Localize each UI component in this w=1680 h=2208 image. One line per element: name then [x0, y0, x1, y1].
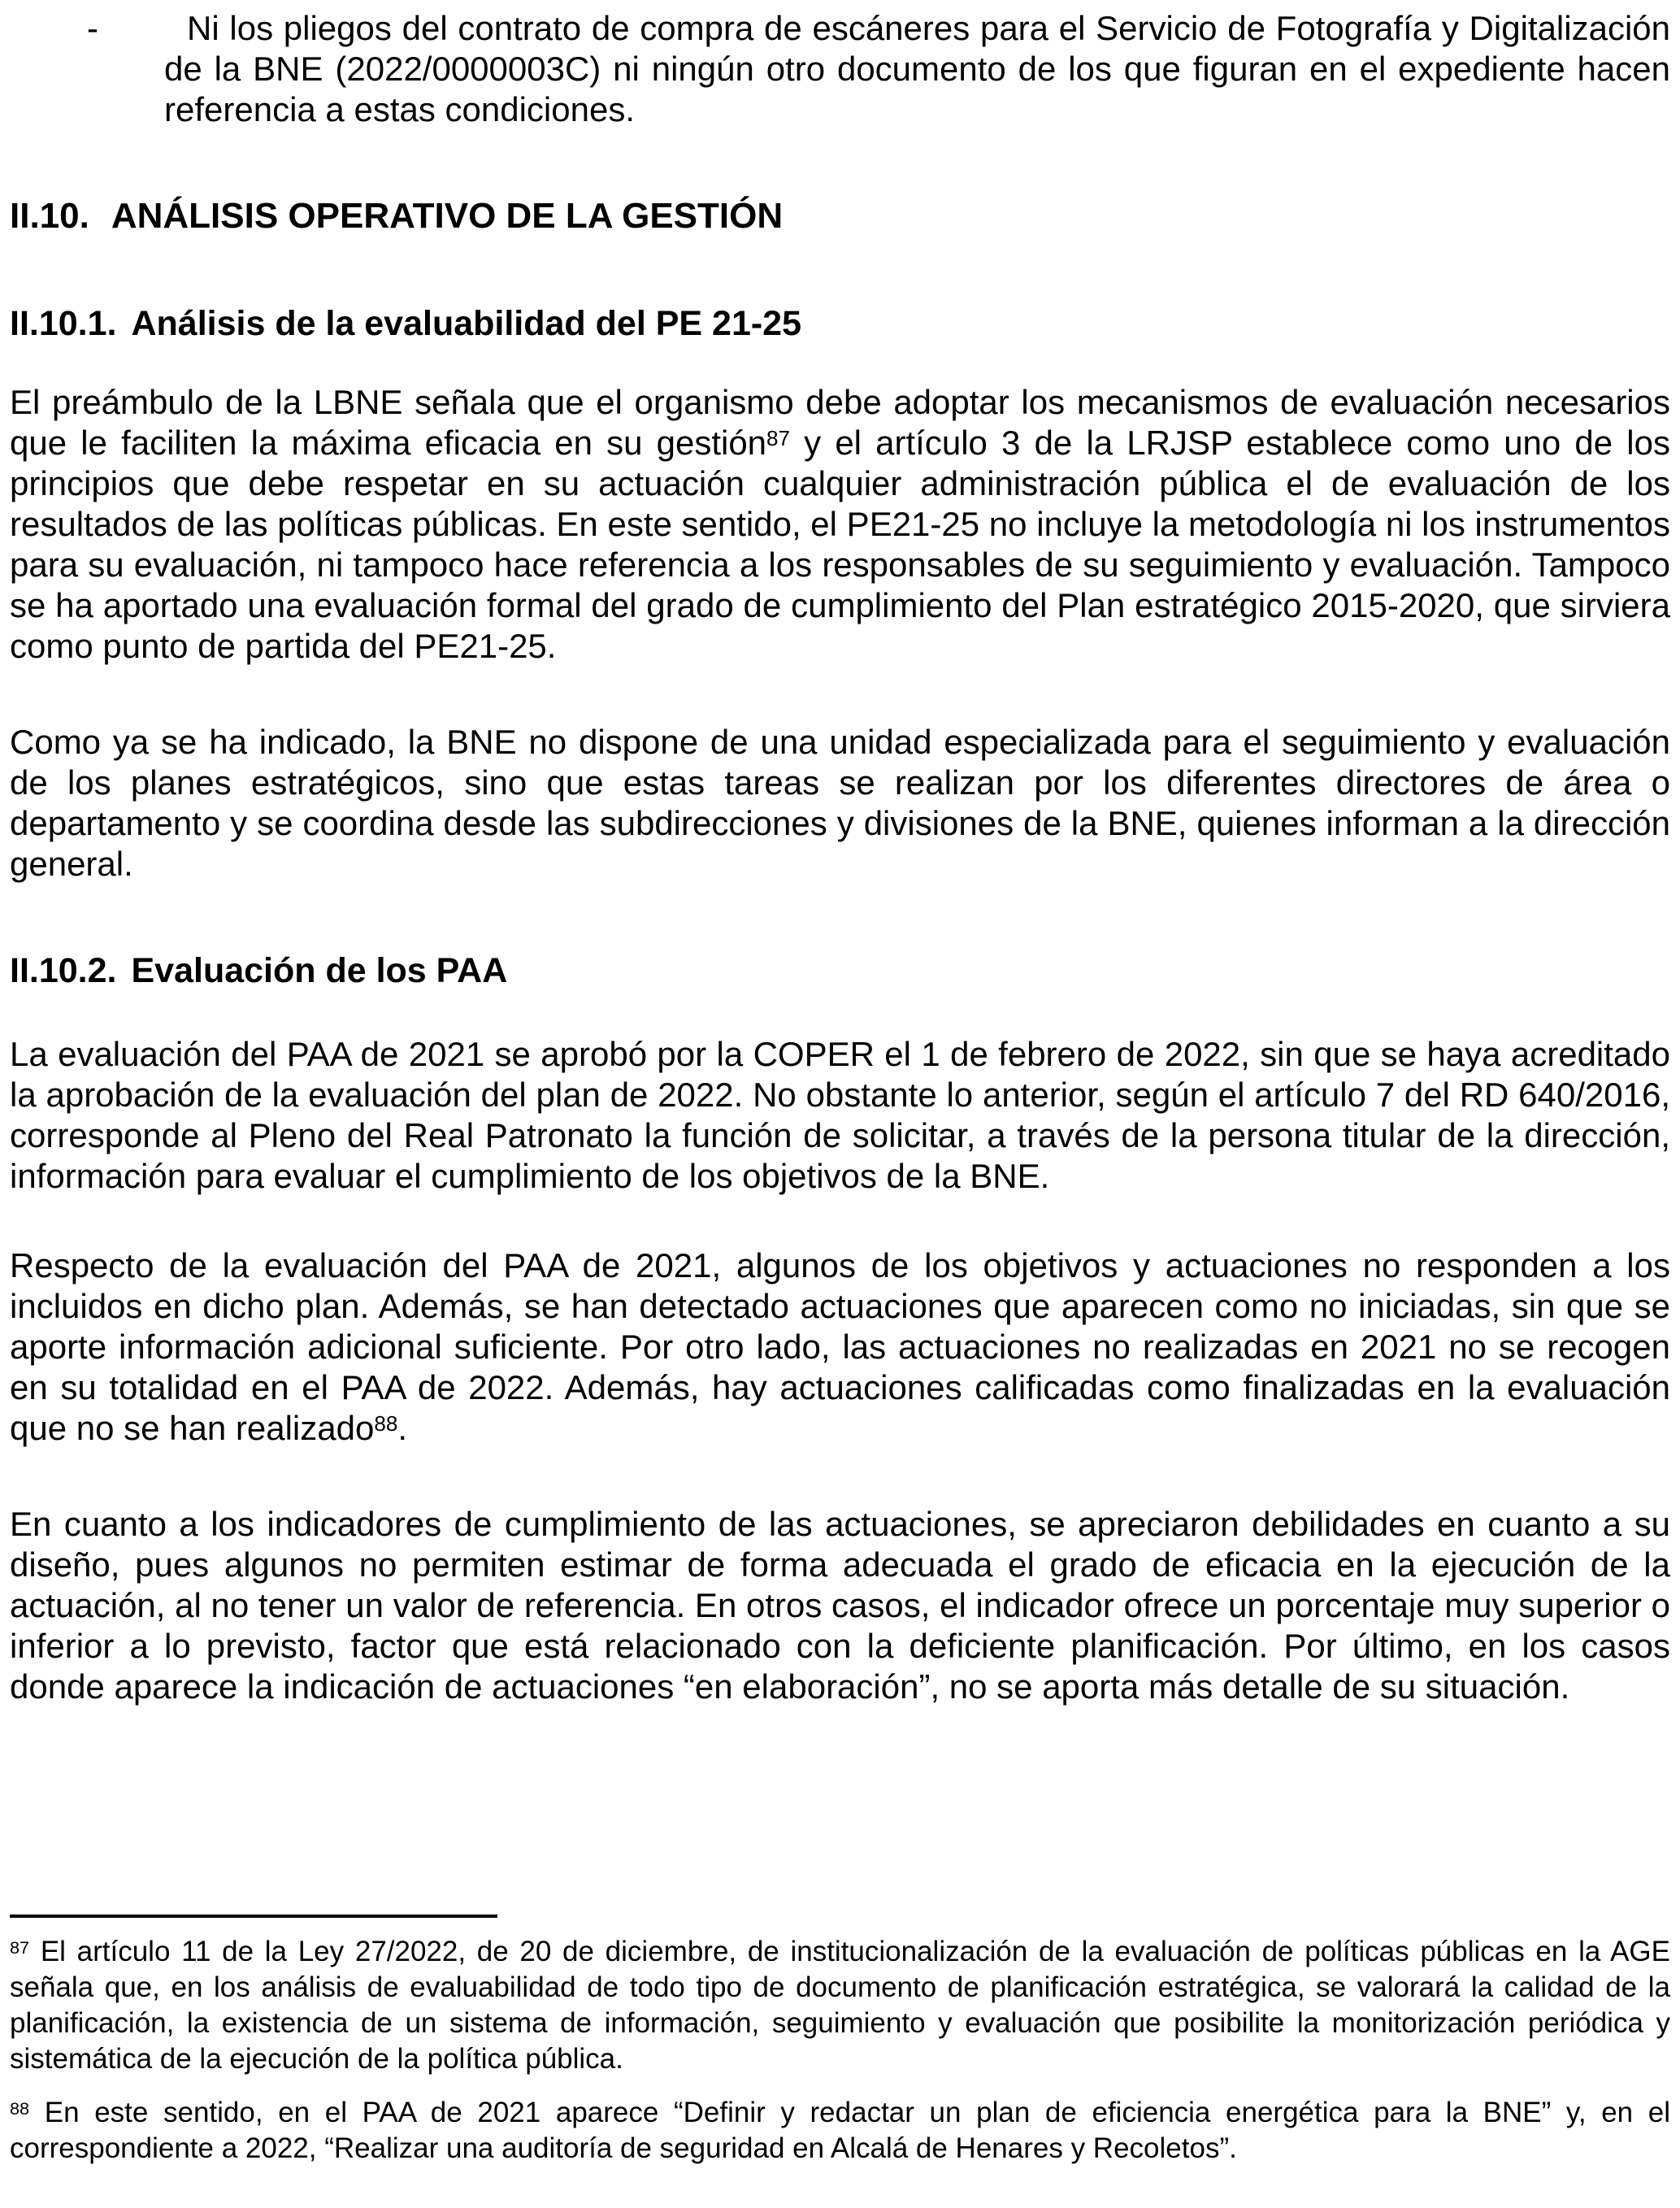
footnote-separator — [10, 1915, 497, 1918]
section-heading-analisis-operativo — [10, 195, 1670, 237]
paragraph-evaluabilidad-2 — [10, 722, 1670, 885]
footnote-87 — [10, 1934, 1670, 2077]
text-segment: La evaluación del PAA de 2021 se aprobó por la COPER el 1 de febrero de 2022, sin que se haya acreditado la aprobación de la evaluación del plan de 2022. No obstante lo anterior, según el artículo 7 del RD 640/2016, corresponde al Pleno del Real Patronato la función de solicitar, a través de la persona titular de la dirección, información para evaluar el cumplimiento de los objetivos de la BNE. — [10, 1035, 1670, 1195]
text-segment: En este sentido, en el PAA de 2021 aparece “Definir y redactar un plan de eficiencia energética para la BNE” y, en el correspondiente a 2022, “Realizar una auditoría de seguridad en Alcalá de Henares y Recoletos”. — [10, 2097, 1670, 2164]
text-segment: En cuanto a los indicadores de cumplimiento de las actuaciones, se apreciaron debilidades en cuanto a su diseño, pues algunos no permiten estimar de forma adecuada el grado de eficacia en la ejecución de la actuación, al no tener un valor de referencia. En otros casos, el indicador ofrece un porcentaje muy superior o inferior a lo previsto, factor que está relacionado con la deficiente planificación. Por último, en los casos donde aparece la indicación de actuaciones “en elaboración”, no se aporta más detalle de su situación. — [10, 1505, 1670, 1706]
footnote-ref: 87 — [10, 1936, 30, 1958]
bullet-marker: - — [87, 9, 98, 47]
paragraph-evaluabilidad-1 — [10, 382, 1670, 667]
paragraph-paa-1 — [10, 1034, 1670, 1197]
list-item-text — [164, 9, 1670, 128]
footnote-88 — [10, 2095, 1670, 2167]
subsection-title: Evaluación de los PAA — [131, 951, 508, 990]
footnote-ref: 88 — [374, 1411, 398, 1437]
subsection-heading-evaluabilidad-pe — [10, 302, 1670, 345]
paragraph-paa-2 — [10, 1245, 1670, 1449]
subsection-heading-evaluacion-paa — [10, 950, 1670, 992]
text-segment: Como ya se ha indicado, la BNE no dispone de una unidad especializada para el seguimiento y evaluación de los planes estratégicos, sino que estas tareas se realizan por los diferentes directores de área o departamento y se coordina desde las subdirecciones y divisiones de la BNE, quienes informan a la dirección general. — [10, 723, 1670, 883]
text-segment: Respecto de la evaluación del PAA de 2021, algunos de los objetivos y actuaciones no responden a los incluidos en dicho plan. Además, se han detectado actuaciones que aparecen como no iniciadas, sin que se aporte información adicional suficiente. Por otro lado, las actuaciones no realizadas en 2021 no se recogen en su totalidad en el PAA de 2022. Además, hay actuaciones calificadas como finalizadas en la evaluación que no se han realizado — [10, 1246, 1670, 1447]
subsection-number: II.10.1. — [10, 304, 117, 343]
section-title: ANÁLISIS OPERATIVO DE LA GESTIÓN — [111, 196, 784, 236]
list-item — [10, 8, 1670, 130]
footnote-ref: 88 — [10, 2097, 30, 2119]
text-segment: . — [397, 1409, 407, 1447]
footnote-ref: 87 — [766, 426, 791, 451]
subsection-number: II.10.2. — [10, 951, 117, 990]
text-segment: El artículo 11 de la Ley 27/2022, de 20 de diciembre, de institucionalización de la evaluación de políticas públicas en la AGE señala que, en los análisis de evaluabilidad de todo tipo de documento de planificación estratégica, se valorará la calidad de la planificación, la existencia de un sistema de información, seguimiento y evaluación que posibilite la monitorización periódica y sistemática de la ejecución de la política pública. — [10, 1936, 1670, 2075]
subsection-title: Análisis de la evaluabilidad del PE 21-25 — [131, 304, 802, 343]
paragraph-paa-3 — [10, 1504, 1670, 1707]
section-number: II.10. — [10, 196, 89, 236]
text-segment: El preámbulo de la LBNE señala que el organismo debe adoptar los mecanismos de evaluación necesarios que le faciliten la máxima eficacia en su gestión — [10, 383, 1670, 462]
text-segment: y el artículo 3 de la LRJSP establece como uno de los principios que debe respetar en su actuación cualquier administración pública el de evaluación de los resultados de las políticas públicas. En este sentido, el PE21-25 no incluye la metodología ni los instrumentos para su evaluación, ni tampoco hace referencia a los responsables de su seguimiento y evaluación. Tampoco se ha aportado una evaluación formal del grado de cumplimiento del Plan estratégico 2015-2020, que sirviera como punto de partida del PE21-25. — [10, 424, 1670, 665]
text-segment: Ni los pliegos del contrato de compra de escáneres para el Servicio de Fotografía y Digitalización de la BNE (2022/0000003C) ni ningún otro documento de los que figuran en el expediente hacen referencia a estas condiciones. — [164, 9, 1670, 128]
